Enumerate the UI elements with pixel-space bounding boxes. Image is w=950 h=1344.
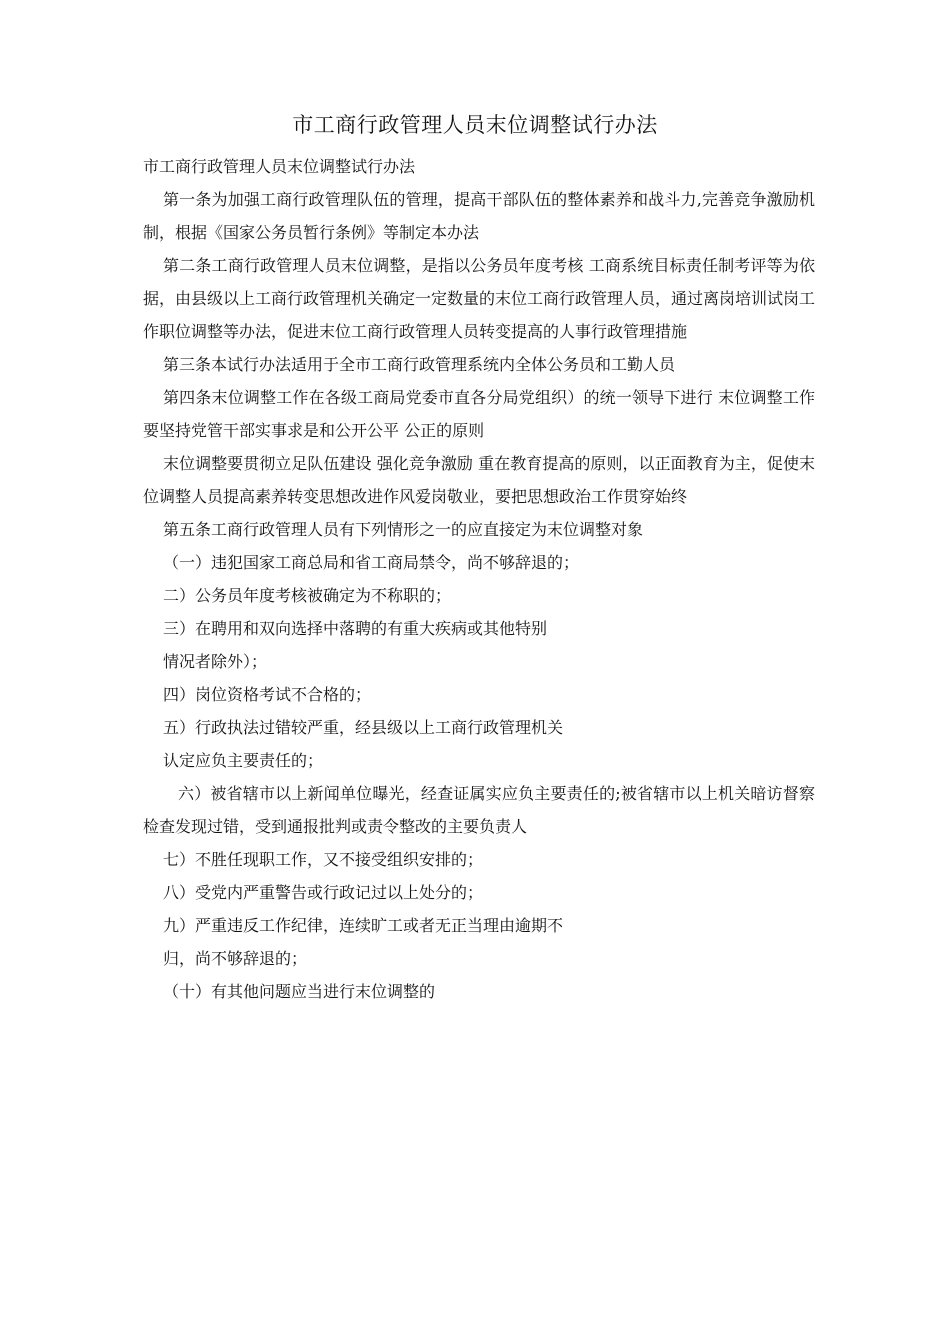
list-item-2: 二）公务员年度考核被确定为不称职的；	[163, 586, 452, 605]
list-item-4: 四）岗位资格考试不合格的；	[163, 685, 372, 704]
list-item-3: 三）在聘用和双向选择中落聘的有重大疾病或其他特别	[163, 619, 548, 638]
list-item-5: 五）行政执法过错较严重，经县级以上工商行政管理机关	[163, 718, 564, 737]
paragraph-article-4: 第四条末位调整工作在各级工商局党委市直各分局党组织）的统一领导下进行 末位调整工作要坚持党管干部实事求是和公开公平 公正的原则	[143, 388, 815, 440]
list-item-3-cont: 情况者除外）；	[163, 652, 268, 671]
document-title: 市工商行政管理人员末位调整试行办法	[292, 113, 658, 137]
list-item-1: （一）违犯国家工商总局和省工商局禁令，尚不够辞退的；	[163, 553, 580, 572]
paragraph-principle: 末位调整要贯彻立足队伍建设 强化竞争激励 重在教育提高的原则，以正面教育为主，促使末位调整人员提高素养转变思想改进作风爱岗敬业，要把思想政治工作贯穿始终	[143, 454, 815, 506]
list-item-7: 七）不胜任现职工作，又不接受组织安排的；	[163, 850, 484, 869]
document-body	[143, 150, 815, 1008]
list-item-6: 六）被省辖市以上新闻单位曝光，经查证属实应负主要责任的;被省辖市以上机关暗访督察检查发现过错，受到通报批判或责令整改的主要负责人	[143, 784, 815, 836]
paragraph-article-2: 第二条工商行政管理人员末位调整，是指以公务员年度考核 工商系统目标责任制考评等为依据，由县级以上工商行政管理机关确定一定数量的末位工商行政管理人员，通过离岗培训试岗工作职位调整等办法，促进末位工商行政管理人员转变提高的人事行政管理措施	[143, 256, 816, 341]
paragraph-subtitle: 市工商行政管理人员末位调整试行办法	[143, 157, 416, 176]
list-item-5-cont: 认定应负主要责任的；	[163, 751, 324, 770]
list-item-8: 八）受党内严重警告或行政记过以上处分的；	[163, 883, 484, 902]
list-item-10: （十）有其他问题应当进行末位调整的	[163, 982, 436, 1001]
list-item-9: 九）严重违反工作纪律，连续旷工或者无正当理由逾期不	[163, 916, 564, 935]
paragraph-article-1: 第一条为加强工商行政管理队伍的管理，提高干部队伍的整体素养和战斗力,完善竞争激励机制，根据《国家公务员暂行条例》等制定本办法	[143, 190, 815, 242]
paragraph-article-3: 第三条本试行办法适用于全市工商行政管理系统内全体公务员和工勤人员	[163, 355, 676, 374]
paragraph-article-5: 第五条工商行政管理人员有下列情形之一的应直接定为末位调整对象	[163, 520, 644, 539]
list-item-9-cont: 归，尚不够辞退的；	[163, 949, 308, 968]
